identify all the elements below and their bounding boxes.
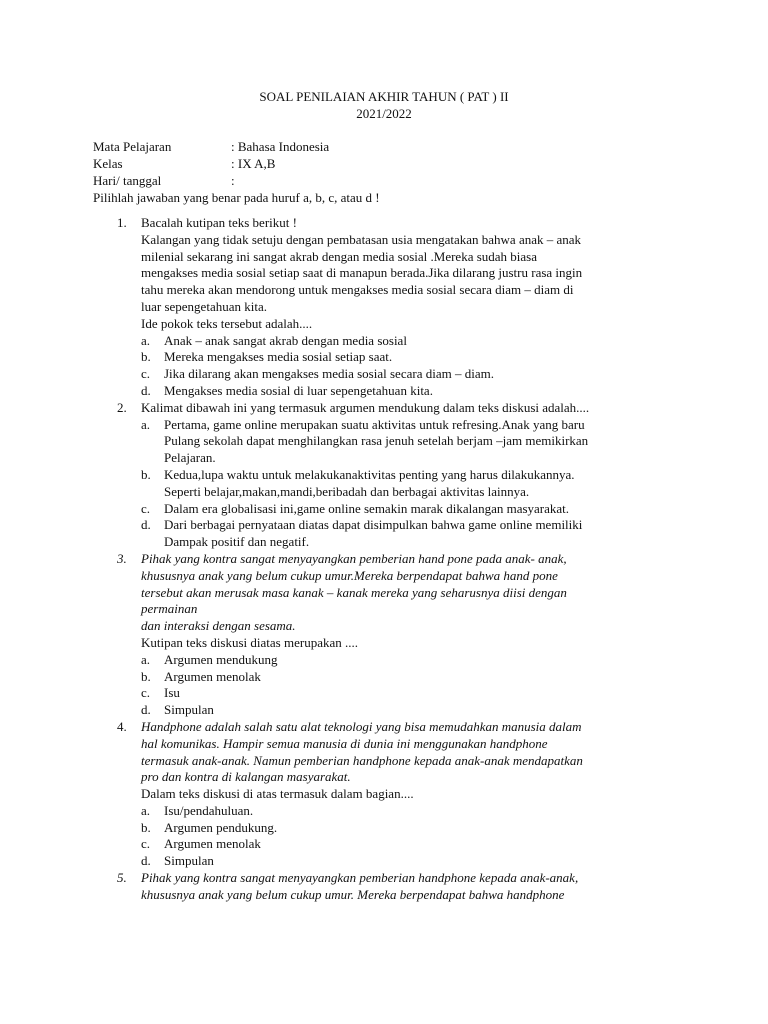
info-label: Hari/ tanggal: [93, 173, 162, 188]
exam-info: [93, 139, 693, 207]
question-4: [117, 719, 677, 870]
option-text: Isu: [164, 685, 180, 701]
option-letter: c.: [141, 366, 151, 382]
question-prompt: Ide pokok teks tersebut adalah....: [141, 315, 313, 331]
option-text: Isu/pendahuluan.: [164, 802, 254, 818]
instruction: Pilihlah jawaban yang benar pada huruf a, b, c, atau d !: [93, 190, 380, 205]
option-text: Jika dilarang akan mengakses media sosial secara diam – diam.: [164, 366, 494, 382]
school-year: 2021/2022: [356, 106, 412, 121]
option-d: [141, 702, 677, 719]
question-3: [117, 551, 677, 719]
question-number: 3.: [117, 550, 127, 566]
question-prompt: Kalimat dibawah ini yang termasuk argumen mendukung dalam teks diskusi adalah....: [141, 399, 590, 415]
option-text: Simpulan: [164, 853, 214, 869]
option-d: [141, 853, 677, 870]
question-passage: Pihak yang kontra sangat menyayangkan pemberian hand pone pada anak- anak, khususnya anak yang belum cukup umur.Mereka berpendapat bahwa hand pone tersebut akan merusak masa kanak – kanak mereka yang seharusnya diisi dengan permainan dan interaksi dengan sesama.: [141, 550, 567, 634]
option-text: Mereka mengakses media sosial setiap saat.: [164, 349, 393, 365]
option-b: [141, 820, 677, 837]
option-letter: d.: [141, 702, 151, 718]
option-letter: c.: [141, 836, 151, 852]
info-value: : IX A,B: [231, 156, 276, 171]
question-prompt: Dalam teks diskusi di atas termasuk dalam bagian....: [141, 786, 414, 802]
info-row-date: [93, 173, 693, 190]
option-c: [141, 366, 677, 383]
option-letter: b.: [141, 466, 151, 482]
question-2: [117, 400, 677, 551]
document-title: SOAL PENILAIAN AKHIR TAHUN ( PAT ) II: [259, 89, 509, 104]
option-d: [141, 517, 677, 551]
option-b: [141, 669, 677, 686]
option-letter: a.: [141, 332, 151, 348]
option-c: [141, 685, 677, 702]
option-c: [141, 501, 677, 518]
option-text: Anak – anak sangat akrab dengan media sosial: [164, 332, 407, 348]
option-a: [141, 652, 677, 669]
info-label: Kelas: [93, 156, 123, 171]
info-value: :: [231, 173, 235, 188]
question-passage: Pihak yang kontra sangat menyayangkan pemberian handphone kepada anak-anak, khususnya anak yang belum cukup umur. Mereka berpendapat bahwa handphone: [141, 870, 579, 902]
option-letter: c.: [141, 685, 151, 701]
option-a: [141, 333, 677, 350]
question-passage: Kalangan yang tidak setuju dengan pembatasan usia mengatakan bahwa anak – anak milenial sekarang ini sangat akrab dengan media sosial .Mereka sudah biasa mengakses media sosial setiap saat di manapun berada.Jika dilarang justru rasa ingin tahu mereka akan mendorong untuk mengakses media sosial secara diam – diam di luar sepengetahuan kita.: [141, 231, 583, 314]
option-c: [141, 836, 677, 853]
option-text: Argumen mendukung: [164, 651, 278, 667]
option-text: Kedua,lupa waktu untuk melakukanaktivitas penting yang harus dilakukannya. Seperti belajar,makan,mandi,beribadah dan berbagai aktivitas lainnya.: [164, 466, 575, 499]
question-1: [117, 215, 677, 400]
info-label: Mata Pelajaran: [93, 139, 172, 154]
option-text: Dalam era globalisasi ini,game online semakin marak dikalangan masyarakat.: [164, 500, 570, 516]
option-letter: d.: [141, 382, 151, 398]
info-row-subject: [93, 139, 693, 156]
question-passage: Handphone adalah salah satu alat teknologi yang bisa memudahkan manusia dalam hal komunikas. Hampir semua manusia di dunia ini menggunakan handphone termasuk anak-anak. Namun pemberian handphone kepada anak-anak mendapatkan pro dan kontra di kalangan masyarakat.: [141, 718, 583, 785]
option-letter: c.: [141, 500, 151, 516]
option-text: Mengakses media sosial di luar sepengetahuan kita.: [164, 382, 433, 398]
option-text: Argumen pendukung.: [164, 819, 278, 835]
option-letter: b.: [141, 668, 151, 684]
option-text: Pertama, game online merupakan suatu aktivitas untuk refresing.Anak yang baru Pulang sekolah dapat menghilangkan rasa jenuh setelah berjam –jam memikirkan Pelajaran.: [164, 416, 589, 466]
option-text: Argumen menolak: [164, 836, 261, 852]
question-5: [117, 870, 677, 904]
option-letter: a.: [141, 651, 151, 667]
document-header: [0, 88, 768, 122]
option-d: [141, 383, 677, 400]
option-text: Simpulan: [164, 702, 214, 718]
option-letter: a.: [141, 802, 151, 818]
info-value: : Bahasa Indonesia: [231, 139, 330, 154]
option-a: [141, 803, 677, 820]
option-letter: b.: [141, 349, 151, 365]
option-text: Dari berbagai pernyataan diatas dapat disimpulkan bahwa game online memiliki Dampak positif dan negatif.: [164, 517, 583, 550]
option-letter: d.: [141, 517, 151, 533]
question-number: 4.: [117, 718, 127, 734]
info-row-class: [93, 156, 693, 173]
option-letter: b.: [141, 819, 151, 835]
option-b: [141, 349, 677, 366]
question-list: [117, 215, 677, 904]
option-letter: a.: [141, 416, 151, 432]
option-b: [141, 467, 677, 501]
question-number: 1.: [117, 215, 127, 230]
option-text: Argumen menolak: [164, 668, 261, 684]
option-a: [141, 417, 677, 467]
question-number: 5.: [117, 870, 127, 886]
question-intro: Bacalah kutipan teks berikut !: [141, 215, 297, 230]
option-letter: d.: [141, 853, 151, 869]
question-number: 2.: [117, 399, 127, 415]
question-prompt: Kutipan teks diskusi diatas merupakan ....: [141, 634, 358, 650]
